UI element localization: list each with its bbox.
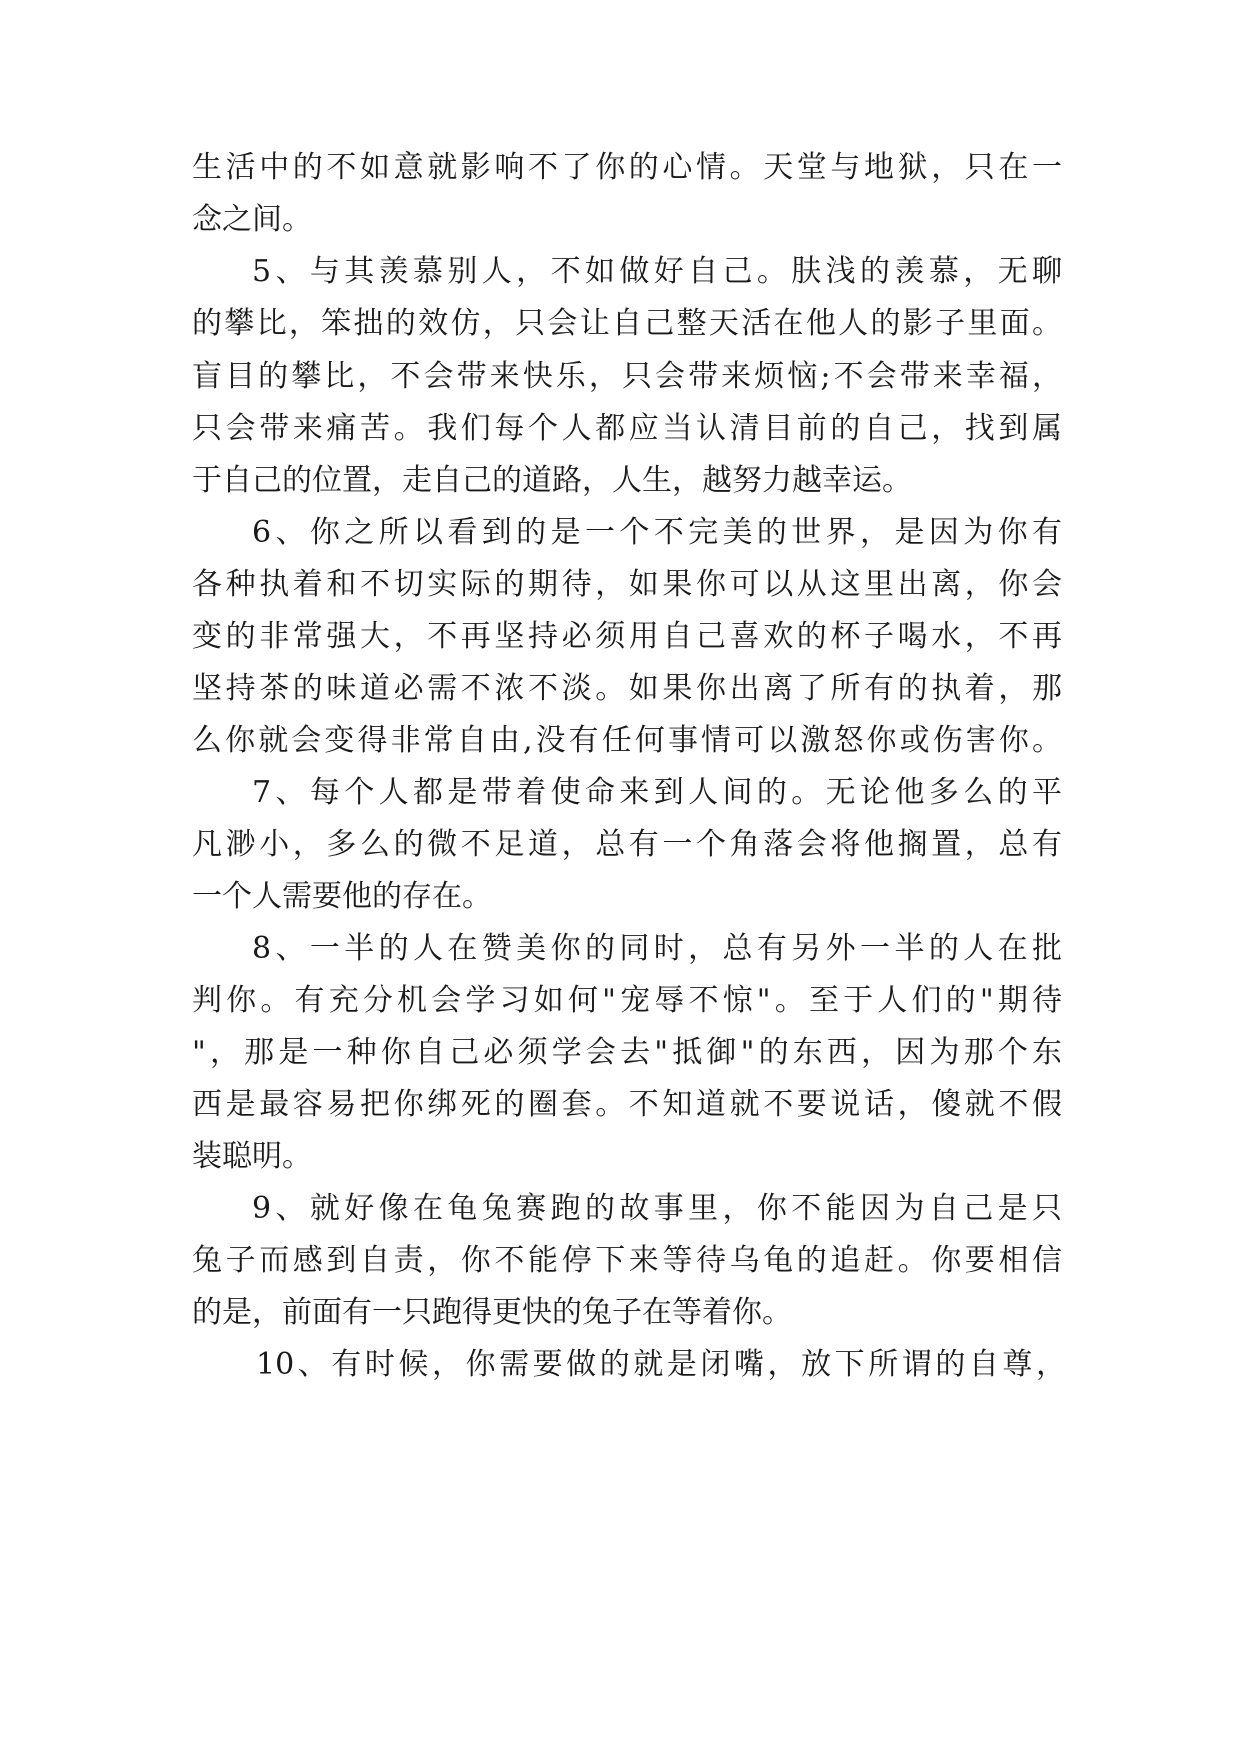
paragraph-8-first-line: 8、一半的人在赞美你的同时，总有另外一半的人在批 bbox=[252, 931, 1062, 966]
text-line: 于自己的位置，走自己的道路，人生，越努力越幸运。 bbox=[192, 463, 912, 498]
text-line: 只会带来痛苦。我们每个人都应当认清目前的自己，找到属 bbox=[192, 411, 1062, 446]
text-line: 兔子而感到自责，你不能停下来等待乌龟的追赶。你要相信 bbox=[192, 1243, 1062, 1278]
paragraph-9-first-line: 9、就好像在龟兔赛跑的故事里，你不能因为自己是只 bbox=[252, 1191, 1062, 1226]
paragraph-5-first-line: 5、与其羡慕别人，不如做好自己。肤浅的羡慕，无聊 bbox=[252, 254, 1062, 289]
text-line: 坚持茶的味道必需不浓不淡。如果你出离了所有的执着，那 bbox=[192, 671, 1062, 706]
text-line: "，那是一种你自己必须学会去"抵御"的东西，因为那个东 bbox=[192, 1035, 1062, 1070]
text-line: 一个人需要他的存在。 bbox=[192, 879, 492, 914]
text-line: 变的非常强大，不再坚持必须用自己喜欢的杯子喝水，不再 bbox=[192, 619, 1062, 654]
text-line: 判你。有充分机会学习如何"宠辱不惊"。至于人们的"期待 bbox=[192, 983, 1062, 1018]
text-line: 西是最容易把你绑死的圈套。不知道就不要说话，傻就不假 bbox=[192, 1087, 1062, 1122]
paragraph-6-first-line: 6、你之所以看到的是一个不完美的世界，是因为你有 bbox=[252, 515, 1062, 550]
paragraph-7-first-line: 7、每个人都是带着使命来到人间的。无论他多么的平 bbox=[252, 775, 1062, 810]
text-line: 各种执着和不切实际的期待，如果你可以从这里出离，你会 bbox=[192, 567, 1062, 602]
text-line: 生活中的不如意就影响不了你的心情。天堂与地狱，只在一 bbox=[192, 150, 1062, 185]
text-line: 念之间。 bbox=[192, 202, 312, 237]
text-line: 装聪明。 bbox=[192, 1139, 312, 1174]
text-line: 的攀比，笨拙的效仿，只会让自己整天活在他人的影子里面。 bbox=[192, 306, 1062, 341]
text-line: 么你就会变得非常自由,没有任何事情可以激怒你或伤害你。 bbox=[192, 723, 1062, 758]
paragraph-10-first-line: 10、有时候，你需要做的就是闭嘴，放下所谓的自尊， bbox=[256, 1347, 1066, 1382]
text-line: 盲目的攀比，不会带来快乐，只会带来烦恼;不会带来幸福， bbox=[192, 359, 1062, 394]
text-line: 的是，前面有一只跑得更快的兔子在等着你。 bbox=[192, 1295, 792, 1330]
text-line: 凡渺小，多么的微不足道，总有一个角落会将他搁置，总有 bbox=[192, 827, 1062, 862]
